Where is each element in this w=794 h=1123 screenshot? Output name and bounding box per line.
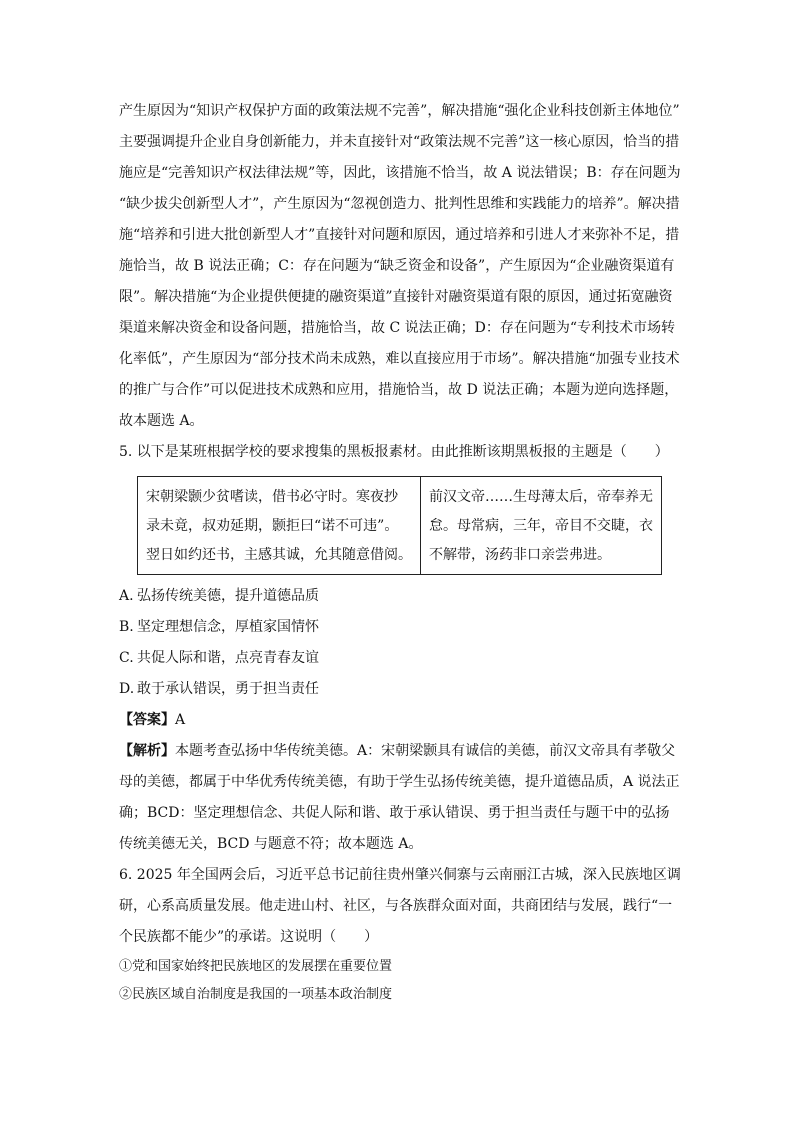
option-d[interactable] <box>119 674 685 705</box>
text-line: 施“培养和引进大批创新型人才”直接针对问题和原因，通过培养和引进人才来弥补不足，措 <box>119 227 680 243</box>
document-page <box>119 96 685 1009</box>
answer-value: A <box>175 712 186 728</box>
option-text: 敢于承认错误，勇于担当责任 <box>137 681 319 697</box>
text-line: 确；BCD：坚定理想信念、共促人际和谐、敢于承认错误、勇于担当责任与题干中的弘扬 <box>119 805 670 821</box>
statement-1: ①党和国家始终把民族地区的发展摆在重要位置 <box>119 959 393 974</box>
text-line: 施应是“完善知识产权法律法规”等，因此，该措施不恰当，故 A 说法错误；B：存在问题为 <box>119 165 681 181</box>
text-line: 的推广与合作”可以促进技术成熟和应用，措施恰当，故 D 说法正确；本题为逆向选择题， <box>119 382 679 398</box>
option-label: D. <box>119 681 135 697</box>
text-line: 渠道来解决资金和设备问题，措施恰当，故 C 说法正确；D：存在问题为“专利技术市场转 <box>119 320 675 336</box>
material-line: 录未竟，叔劝延期，颢拒曰“诺不可违”。 <box>146 518 399 534</box>
text-line <box>119 736 685 767</box>
material-table <box>137 476 662 575</box>
text-line: 化率低”，产生原因为“部分技术尚未成熟，难以直接应用于市场”。解决措施“加强专业技术 <box>119 351 680 367</box>
text-line: 研，心系高质量发展。他走进山村、社区，与各族群众面对面，共商团结与发展，践行“一 <box>119 898 673 914</box>
analysis-label: 【解析】 <box>119 743 175 759</box>
text-line: 产生原因为“知识产权保护方面的政策法规不完善”，解决措施“强化企业科技创新主体地位” <box>119 103 680 119</box>
statement-2: ②民族区域自治制度是我国的一项基本政治制度 <box>119 987 393 1002</box>
material-line: 翌日如约还书，主感其诚，允其随意借阅。 <box>146 547 412 563</box>
q4-analysis-continued <box>119 96 685 437</box>
option-label: B. <box>119 619 134 635</box>
text-line: 母的美德，都属于中华优秀传统美德，有助于学生弘扬传统美德，提升道德品质，A 说法正 <box>119 774 680 790</box>
q5-analysis <box>119 736 685 860</box>
material-line: 怠。母常病，三年，帝目不交睫，衣 <box>429 518 653 534</box>
option-c[interactable] <box>119 643 685 674</box>
option-label: C. <box>119 650 134 666</box>
text-line: 主要强调提升企业自身创新能力，并未直接针对“政策法规不完善”这一核心原因，恰当的措 <box>119 134 680 150</box>
question-6-stem <box>119 860 685 953</box>
answer-label: 【答案】 <box>119 712 175 728</box>
material-line: 宋朝梁颢少贫嗜读，借书必守时。寒夜抄 <box>146 489 398 505</box>
text-line: 6. 2025 年全国两会后，习近平总书记前往贵州肇兴侗寨与云南丽江古城，深入民族地区调 <box>119 867 681 883</box>
text-line: 限”。解决措施“为企业提供便捷的融资渠道”直接针对融资渠道有限的原因，通过拓宽融资 <box>119 289 673 305</box>
text-line: 施恰当，故 B 说法正确；C：存在问题为“缺乏资金和设备”，产生原因为“企业融资渠道有 <box>119 258 675 274</box>
material-line: 不解带，汤药非口亲尝弗进。 <box>429 547 611 563</box>
option-text: 弘扬传统美德，提升道德品质 <box>137 588 319 604</box>
material-cell-left <box>138 477 421 575</box>
option-a[interactable] <box>119 581 685 612</box>
text-line: 个民族都不能少”的承诺。这说明（ ） <box>119 929 379 945</box>
material-line: 前汉文帝……生母薄太后，帝奉养无 <box>429 489 653 505</box>
answer-line <box>119 705 685 736</box>
option-label: A. <box>119 588 134 604</box>
option-text: 共促人际和谐，点亮青春友谊 <box>137 650 319 666</box>
material-cell-right <box>421 477 662 575</box>
option-text: 坚定理想信念，厚植家国情怀 <box>137 619 319 635</box>
option-b[interactable] <box>119 612 685 643</box>
text-line: 传统美德无关，BCD 与题意不符；故本题选 A。 <box>119 836 423 852</box>
text-line: “缺少拔尖创新型人才”，产生原因为“忽视创造力、批判性思维和实践能力的培养”。解决措 <box>119 196 680 212</box>
analysis-text: 本题考查弘扬中华传统美德。A：宋朝梁颢具有诚信的美德，前汉文帝具有孝敬父 <box>175 743 676 759</box>
question-5-stem: 5. 以下是某班根据学校的要求搜集的黑板报素材。由此推断该期黑板报的主题是（ ） <box>119 444 669 460</box>
text-line: 故本题选 A。 <box>119 413 204 429</box>
